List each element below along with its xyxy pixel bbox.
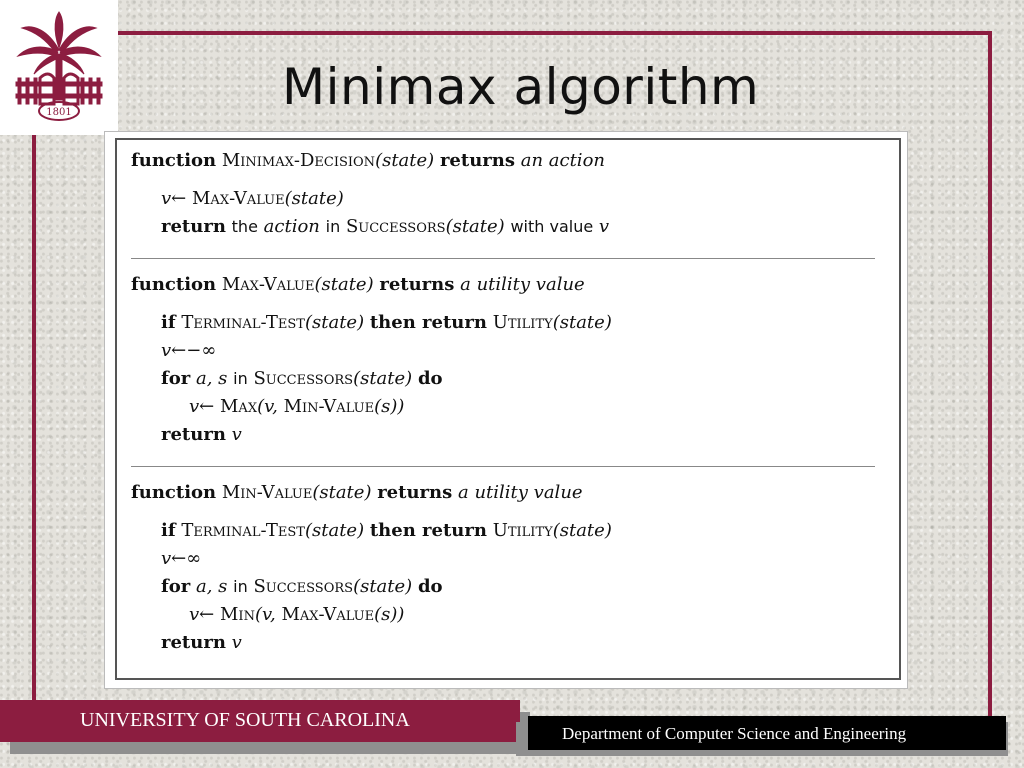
keyword-for: for	[161, 368, 191, 389]
assign-arrow: ←	[171, 188, 187, 209]
text-in: in	[233, 577, 248, 596]
university-logo	[0, 0, 118, 135]
text-with-value: with value	[510, 217, 594, 236]
keyword-returns: returns	[379, 274, 455, 295]
argument: (state)	[304, 312, 365, 333]
slide-frame-left	[32, 130, 36, 710]
slide-frame-right	[988, 31, 992, 716]
footer-university-text: UNIVERSITY OF SOUTH CAROLINA	[80, 709, 410, 731]
text-in: in	[233, 369, 248, 388]
decision-line-2	[161, 188, 344, 209]
keyword-then-return: then return	[369, 520, 487, 541]
function-name: Min-Value	[221, 482, 313, 503]
argument: (state)	[314, 274, 374, 295]
decision-header-line	[131, 150, 605, 171]
max-value-line-4	[161, 368, 443, 389]
call-name: Max-Value	[192, 188, 285, 209]
min-value-line-5	[189, 604, 404, 625]
max-value-line-6	[161, 424, 242, 445]
argument: (state)	[353, 368, 413, 389]
variable-v: v	[189, 604, 200, 625]
keyword-return: return	[161, 632, 226, 653]
function-name: Max-Value	[221, 274, 315, 295]
successors-call: Successors	[345, 216, 446, 237]
section-divider	[131, 258, 875, 259]
variable-v: v	[161, 548, 172, 569]
return-type: an action	[520, 150, 605, 171]
slide-frame-top	[118, 31, 992, 35]
assign-arrow: ←	[199, 604, 215, 625]
min-value-line-2	[161, 520, 612, 541]
keyword-returns: returns	[439, 150, 515, 171]
max-value-call: Max-Value	[281, 604, 375, 625]
argument: (state)	[445, 216, 505, 237]
utility-call: Utility	[492, 312, 553, 333]
min-value-line-3	[161, 548, 201, 569]
footer-department-bar	[528, 716, 1006, 750]
assign-arrow: ←	[171, 548, 187, 569]
loop-variables: a, s	[195, 368, 228, 389]
palmetto-logo-icon	[8, 10, 110, 125]
keyword-function: function	[131, 150, 217, 171]
argument: (state)	[312, 482, 372, 503]
variable-v: v	[231, 424, 242, 445]
max-value-line-5	[189, 396, 404, 417]
algorithm-figure	[104, 131, 908, 689]
section-divider	[131, 466, 875, 467]
keyword-do: do	[417, 576, 443, 597]
variable-v: v	[189, 396, 200, 417]
successors-call: Successors	[253, 576, 354, 597]
min-value-line-4	[161, 576, 443, 597]
variable-v: v	[231, 632, 242, 653]
max-value-line-3	[161, 340, 216, 361]
keyword-if: if	[161, 312, 176, 333]
min-call: Min	[220, 604, 255, 625]
keyword-return: return	[161, 424, 226, 445]
initial-value: ∞	[186, 548, 202, 569]
argument: (state)	[304, 520, 365, 541]
arguments: (s))	[374, 604, 405, 625]
argument: (state)	[353, 576, 413, 597]
min-value-line-6	[161, 632, 242, 653]
logo-year-text: 1801	[46, 107, 72, 118]
keyword-do: do	[417, 368, 443, 389]
argument: (state)	[552, 520, 612, 541]
variable-v: v	[598, 216, 610, 237]
argument: (state)	[375, 150, 435, 171]
variable-v: v	[161, 340, 172, 361]
return-type: a utility value	[457, 482, 583, 503]
keyword-returns: returns	[377, 482, 453, 503]
text-the: the	[231, 217, 258, 236]
keyword-function: function	[131, 482, 217, 503]
utility-call: Utility	[492, 520, 553, 541]
slide-title: Minimax algorithm	[282, 58, 760, 116]
terminal-test-call: Terminal-Test	[181, 520, 305, 541]
keyword-function: function	[131, 274, 217, 295]
function-name: Minimax-Decision	[221, 150, 376, 171]
keyword-for: for	[161, 576, 191, 597]
text-in: in	[325, 217, 341, 236]
min-value-header-line	[131, 482, 583, 503]
keyword-then-return: then return	[369, 312, 487, 333]
keyword-return: return	[161, 216, 226, 237]
min-value-call: Min-Value	[283, 396, 375, 417]
algorithm-frame	[115, 138, 901, 680]
argument: (state)	[284, 188, 344, 209]
assign-arrow: ←	[171, 340, 187, 361]
max-value-line-2	[161, 312, 612, 333]
decision-line-3	[161, 216, 609, 237]
return-type: a utility value	[460, 274, 585, 295]
variable-v: v	[161, 188, 172, 209]
successors-call: Successors	[253, 368, 354, 389]
footer-department-text: Department of Computer Science and Engineering	[562, 724, 907, 743]
argument: (state)	[552, 312, 612, 333]
max-call: Max	[220, 396, 258, 417]
arguments: (s))	[374, 396, 405, 417]
footer-university-bar	[0, 700, 520, 742]
text-action: action	[263, 216, 320, 237]
max-value-header-line	[131, 274, 585, 295]
loop-variables: a, s	[195, 576, 228, 597]
terminal-test-call: Terminal-Test	[181, 312, 305, 333]
arguments: (v,	[254, 604, 276, 625]
keyword-if: if	[161, 520, 176, 541]
initial-value: −∞	[186, 340, 217, 361]
arguments: (v,	[257, 396, 278, 417]
assign-arrow: ←	[199, 396, 215, 417]
